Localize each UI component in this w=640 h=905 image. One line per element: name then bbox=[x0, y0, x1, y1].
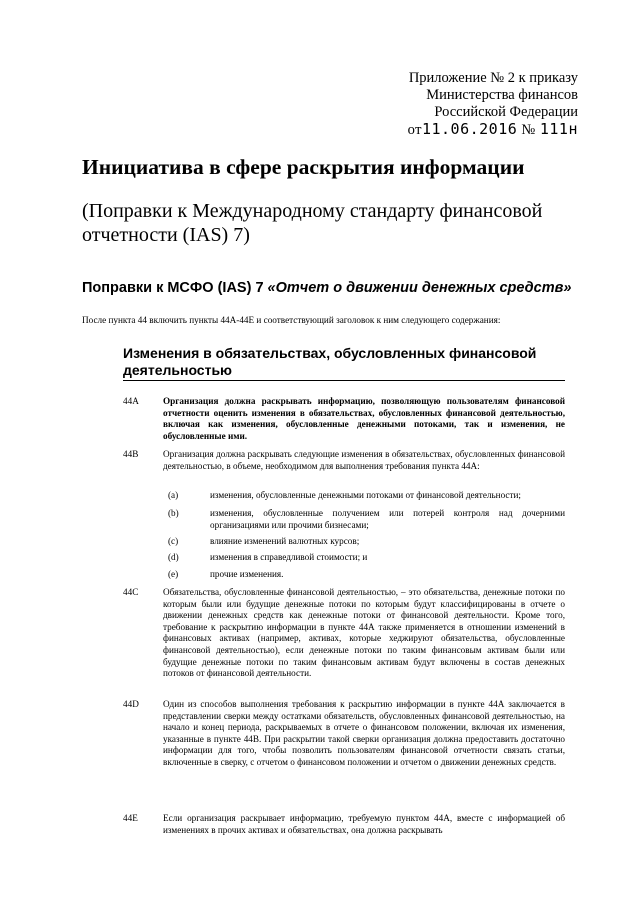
appendix-header bbox=[380, 70, 578, 139]
paragraph-text: Организация должна раскрывать информацию, позволяющую пользователям финансовой отчетности оценить изменения в обязательствах, обусловленных финансовой деятельностью, включая как изменения, обусловленные денежными потоками, так и изменения, не обусловленные ими. bbox=[163, 396, 565, 441]
appendix-line: Министерства финансов bbox=[426, 87, 578, 103]
list-item bbox=[163, 508, 565, 531]
list-item-text: изменения в справедливой стоимости; и bbox=[210, 552, 368, 562]
subsection-heading: Изменения в обязательствах, обусловленных финансовой деятельностью bbox=[123, 345, 537, 378]
paragraph-44a bbox=[123, 396, 565, 442]
amendment-instruction: После пункта 44 включить пункты 44А-44Е и соответствующий заголовок к ним следующего содержания: bbox=[82, 315, 501, 325]
paragraph-text: Если организация раскрывает информацию, требуемую пунктом 44А, вместе с информацией об изменениях в прочих активах и обязательствах, она должна раскрывать bbox=[163, 813, 565, 835]
order-prefix: от bbox=[407, 122, 422, 138]
section-prefix: Поправки к МСФО (IAS) 7 bbox=[82, 280, 268, 296]
paragraph-44b bbox=[123, 449, 565, 472]
list-item bbox=[163, 552, 565, 564]
appendix-line: Приложение № 2 к приказу bbox=[408, 70, 578, 86]
document-title: Инициатива в сфере раскрытия информации bbox=[82, 155, 525, 179]
section-title bbox=[82, 279, 571, 297]
paragraph-number: 44В bbox=[123, 449, 139, 459]
paragraph-44e bbox=[123, 813, 565, 836]
order-number-label: № bbox=[521, 122, 536, 138]
appendix-line: Российской Федерации bbox=[434, 104, 578, 120]
paragraph-number: 44Е bbox=[123, 813, 138, 823]
list-item-text: изменения, обусловленные денежными потоками от финансовой деятельности; bbox=[210, 490, 521, 500]
paragraph-44c bbox=[123, 587, 565, 680]
paragraph-number: 44D bbox=[123, 699, 139, 709]
paragraph-text: Один из способов выполнения требования к раскрытию информации в пункте 44А заключается в представлении сверки между остатками обязательств, обусловленных финансовой деятельностью, на начало и конец периода, раскрываемых в отчете о финансовом положении, включая их изменения, указанные в пункте 44В. При раскрытии такой сверки организация должна предоставить достаточно информации для того, чтобы позволить пользователям финансовой отчетности связать статьи, включенные в сверку, с отчетом о финансовом положении и отчетом о движении денежных средств. bbox=[163, 699, 565, 767]
list-item bbox=[163, 490, 565, 502]
paragraph-44d bbox=[123, 699, 565, 769]
order-number: 111н bbox=[539, 120, 578, 138]
list-item-text: влияние изменений валютных курсов; bbox=[210, 536, 360, 546]
section-standard-name: «Отчет о движении денежных средств» bbox=[267, 280, 572, 296]
order-date: 11.06.2016 bbox=[421, 120, 518, 138]
list-item-label: (c) bbox=[168, 536, 179, 546]
paragraph-text: Обязательства, обусловленные финансовой деятельностью, – это обязательства, денежные потоки по которым были или будущие денежные потоки по которым будут классифицированы в отчете о движении денежных средств как денежные потоки от финансовой деятельности. Кроме того, требование к раскрытию информации в пункте 44А также применяется в отношении изменений в финансовых активах (например, активах, которые хеджируют обязательства, обусловленные финансовой деятельностью), если денежные потоки по таким финансовым активам были или будущие денежные потоки по таким финансовым активам будут включены в состав денежных потоков от финансовой деятельности. bbox=[163, 587, 565, 679]
list-item-label: (a) bbox=[168, 490, 179, 500]
list-item-text: изменения, обусловленные получением или потерей контроля над дочерними организациями или прочими бизнесами; bbox=[210, 508, 565, 530]
heading-underline bbox=[123, 380, 565, 381]
list-item bbox=[163, 569, 565, 581]
list-item-text: прочие изменения. bbox=[210, 569, 284, 579]
paragraph-text: Организация должна раскрывать следующие изменения в обязательствах, обусловленных финансовой деятельностью, в объеме, необходимом для выполнения требования пункта 44А: bbox=[163, 449, 565, 471]
paragraph-number: 44А bbox=[123, 396, 139, 406]
paragraph-number: 44С bbox=[123, 587, 139, 597]
document-subtitle: (Поправки к Международному стандарту финансовой отчетности (IAS) 7) bbox=[82, 200, 543, 246]
order-reference bbox=[380, 121, 578, 139]
list-item-label: (d) bbox=[168, 552, 179, 562]
list-item bbox=[163, 536, 565, 548]
list-item-label: (e) bbox=[168, 569, 179, 579]
list-item-label: (b) bbox=[168, 508, 179, 518]
